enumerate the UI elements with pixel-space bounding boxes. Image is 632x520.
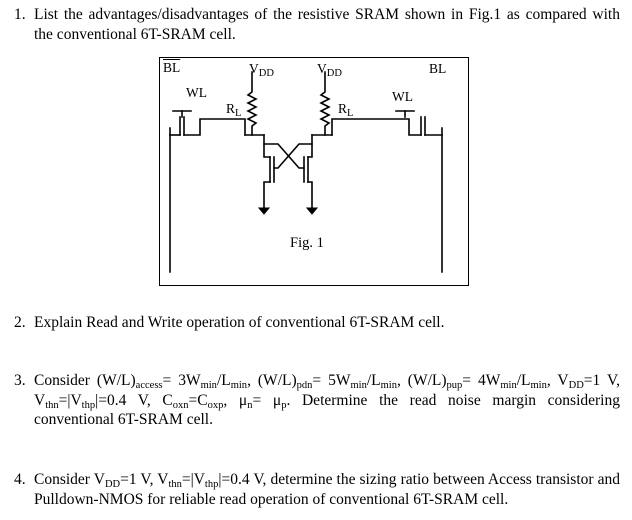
question-3 — [14, 371, 620, 430]
question-number: 2. — [14, 314, 26, 331]
question-text: Consider $(W/L)_{access}= 3W_{min}/L_{min}$, $(W/L)_{pdn}= 5W_{min}/L_{min}$, $(W/L)_{pup}= 4W_{min}/L_{min}$, $V_{DD}=1$ V, $V_{thn}=|V_{thp}|=0.4$ V, $C_{oxn}=C_{oxp}$, $\mu_n= \mu_p$. Determine the read noise margin considering conventional 6T-SRAM cell. — [34, 372, 621, 428]
question-text: Consider $V_{DD}=1$ V, $V_{thn}=|V_{thp}|=0.4$ V, determine the sizing ratio between Access transistor and Pulldown-NMOS for reliable read operation of conventional 6T-SRAM cell. — [34, 471, 620, 508]
right-ground-arrow — [307, 208, 317, 214]
left-pulldown-source — [264, 182, 270, 208]
right-access-drain-wire — [332, 119, 421, 135]
figure-caption: Fig. 1 — [290, 235, 324, 251]
vdd-right-label: $V_{DD}$ — [317, 61, 342, 79]
question-4 — [14, 470, 620, 509]
question-2 — [14, 313, 620, 333]
question-number: 4. — [14, 471, 26, 488]
cross-couple-wire-a — [274, 144, 312, 168]
question-number: 3. — [14, 372, 26, 389]
bitline-bar-label: $\overline{BL}$ — [163, 60, 181, 75]
right-load-resistor — [321, 72, 329, 135]
bitline-label: BL — [429, 61, 447, 76]
left-load-resistor — [248, 72, 256, 135]
vdd-left-label: $V_{DD}$ — [249, 61, 274, 79]
question-number: 1. — [14, 6, 26, 23]
left-access-drain-wire — [184, 119, 245, 135]
question-1 — [14, 5, 620, 44]
wordline-left-label: WL — [186, 85, 207, 100]
rl-right-label: $R_L$ — [338, 101, 354, 119]
wordline-right-label: WL — [392, 89, 413, 104]
circuit-figure — [159, 57, 469, 286]
left-ground-arrow — [259, 208, 269, 214]
left-pulldown-drain — [264, 135, 270, 157]
right-pulldown-drain — [308, 135, 312, 157]
right-pulldown-source — [308, 182, 312, 208]
question-text: Explain Read and Write operation of conventional 6T-SRAM cell. — [34, 314, 445, 331]
question-text: List the advantages/disadvantages of the resistive SRAM shown in Fig.1 as compared with the conventional 6T-SRAM cell. — [34, 6, 620, 43]
rl-left-label: $R_L$ — [226, 101, 242, 119]
